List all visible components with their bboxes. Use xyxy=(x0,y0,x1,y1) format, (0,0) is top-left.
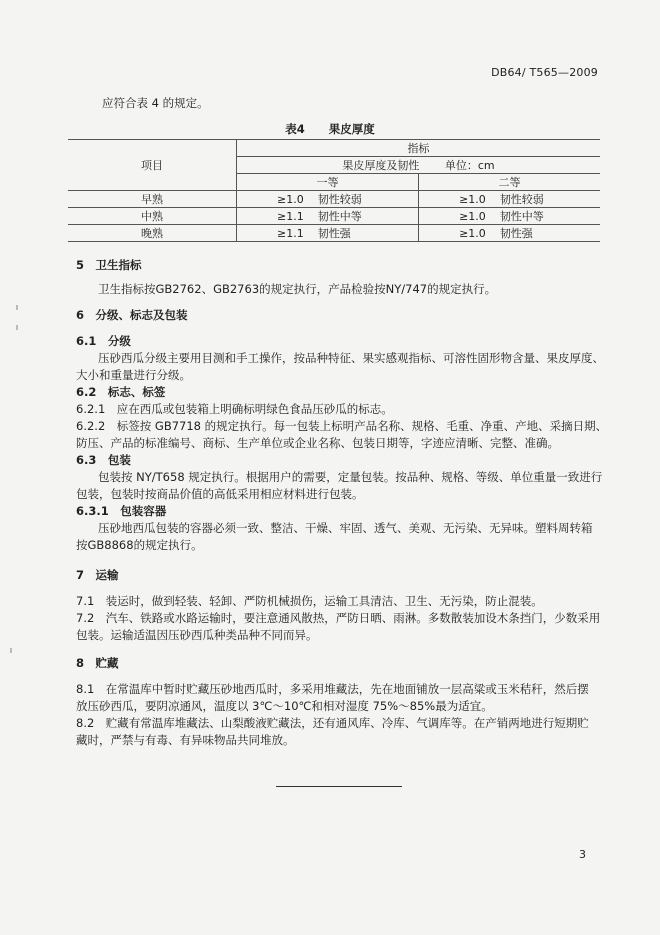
grade2-cell xyxy=(419,191,600,208)
scan-speck xyxy=(16,305,18,310)
standard-number: DB64/ T565—2009 xyxy=(491,66,598,79)
grade1-header: 一等 xyxy=(237,174,419,191)
body-text: 防压、产品的标准编号、商标、生产单位或企业名称、包装日期等，字迹应清晰、完整、准确。 xyxy=(76,436,559,450)
grade2-toughness: 韧性强 xyxy=(499,227,533,240)
grade1-toughness: 韧性中等 xyxy=(317,210,362,223)
end-rule xyxy=(276,786,402,787)
table-caption-number: 表4 xyxy=(285,122,305,136)
scan-speck xyxy=(16,325,18,330)
table-row xyxy=(68,191,600,208)
intro-text: 应符合表 4 的规定。 xyxy=(102,96,209,110)
sub-header xyxy=(237,157,601,174)
fruit-peel-thickness-table xyxy=(68,139,600,242)
grade2-value: ≥1.0 xyxy=(459,210,486,223)
grade2-toughness: 韧性中等 xyxy=(499,210,544,223)
subsection-heading: 6.1 分级 xyxy=(76,334,131,348)
grade2-toughness: 韧性较弱 xyxy=(499,193,544,206)
table-row xyxy=(68,225,600,242)
grade1-value: ≥1.1 xyxy=(277,227,304,240)
grade1-toughness: 韧性强 xyxy=(317,227,351,240)
grade2-cell xyxy=(419,208,600,225)
grade1-value: ≥1.0 xyxy=(277,193,304,206)
body-text: 放压砂西瓜，要阴凉通风，温度以 3℃～10℃和相对湿度 75%～85%最为适宜。 xyxy=(76,699,493,713)
body-text: 按GB8868的规定执行。 xyxy=(76,538,203,552)
grade1-cell xyxy=(237,208,419,225)
subsection-heading: 6.2 标志、标签 xyxy=(76,385,166,399)
section-heading: 8 贮藏 xyxy=(76,656,119,670)
body-text: 6.2.2 标签按 GB7718 的规定执行。每一包装上标明产品名称、规格、毛重、净重、产地、采摘日期、 xyxy=(76,419,608,433)
row-item: 晚熟 xyxy=(68,225,237,242)
row-item: 早熟 xyxy=(68,191,237,208)
body-text: 7.1 装运时，做到轻装、轻卸、严防机械损伤，运输工具清洁、卫生、无污染，防止混装。 xyxy=(76,594,543,608)
body-text: 8.2 贮藏有常温库堆藏法、山梨酸液贮藏法，还有通风库、冷库、气调库等。在产销两地进行短期贮 xyxy=(76,716,589,730)
scan-speck xyxy=(10,648,12,653)
grade1-cell xyxy=(237,191,419,208)
grade1-value: ≥1.1 xyxy=(277,210,304,223)
body-text: 卫生指标按GB2762、GB2763的规定执行，产品检验按NY/747的规定执行。 xyxy=(98,282,497,296)
section-heading: 7 运输 xyxy=(76,568,119,582)
body-text: 6.2.1 应在西瓜或包装箱上明确标明绿色食品压砂瓜的标志。 xyxy=(76,402,393,416)
row-item: 中熟 xyxy=(68,208,237,225)
table-caption-title: 果皮厚度 xyxy=(328,122,375,136)
column-header-item: 项目 xyxy=(68,140,237,191)
subsection-heading: 6.3.1 包装容器 xyxy=(76,504,167,518)
grade1-cell xyxy=(237,225,419,242)
table-caption xyxy=(0,121,660,137)
body-text: 包装，包装时按商品价值的高低采用相应材料进行包装。 xyxy=(76,487,364,501)
grade1-toughness: 韧性较弱 xyxy=(317,193,362,206)
grade2-value: ≥1.0 xyxy=(459,193,486,206)
grade2-value: ≥1.0 xyxy=(459,227,486,240)
sub-header-unit: 单位：cm xyxy=(444,159,495,172)
body-text: 压砂西瓜分级主要用目测和手工操作，按品种特征、果实感观指标、可溶性固形物含量、果皮厚度、 xyxy=(98,351,604,365)
grade2-header: 二等 xyxy=(419,174,600,191)
subsection-heading: 6.3 包装 xyxy=(76,453,131,467)
body-text: 压砂地西瓜包装的容器必须一致、整洁、干燥、牢固、透气、美观、无污染、无异味。塑料周转箱 xyxy=(98,521,593,535)
column-header-indicator: 指标 xyxy=(237,140,601,157)
body-text: 7.2 汽车、铁路或水路运输时，要注意通风散热，严防日晒、雨淋。多数散装加设木条挡门，少数采用 xyxy=(76,611,601,625)
section-heading: 5 卫生指标 xyxy=(76,258,142,272)
body-text: 包装。运输适温因压砂西瓜种类品种不同而异。 xyxy=(76,628,318,642)
grade2-cell xyxy=(419,225,600,242)
body-text: 大小和重量进行分级。 xyxy=(76,368,191,382)
section-heading: 6 分级、标志及包装 xyxy=(76,308,188,322)
body-text: 8.1 在常温库中暂时贮藏压砂地西瓜时，多采用堆藏法，先在地面铺放一层高粱或玉米秸秆，然后摆 xyxy=(76,682,589,696)
table-row xyxy=(68,208,600,225)
page-number: 3 xyxy=(579,848,586,861)
body-text: 包装按 NY/T658 规定执行。根据用户的需要，定量包装。按品种、规格、等级、单位重量一致进行 xyxy=(98,470,603,484)
body-text: 藏时，严禁与有毒、有异味物品共同堆放。 xyxy=(76,733,295,747)
sub-header-title: 果皮厚度及韧性 xyxy=(342,159,420,172)
